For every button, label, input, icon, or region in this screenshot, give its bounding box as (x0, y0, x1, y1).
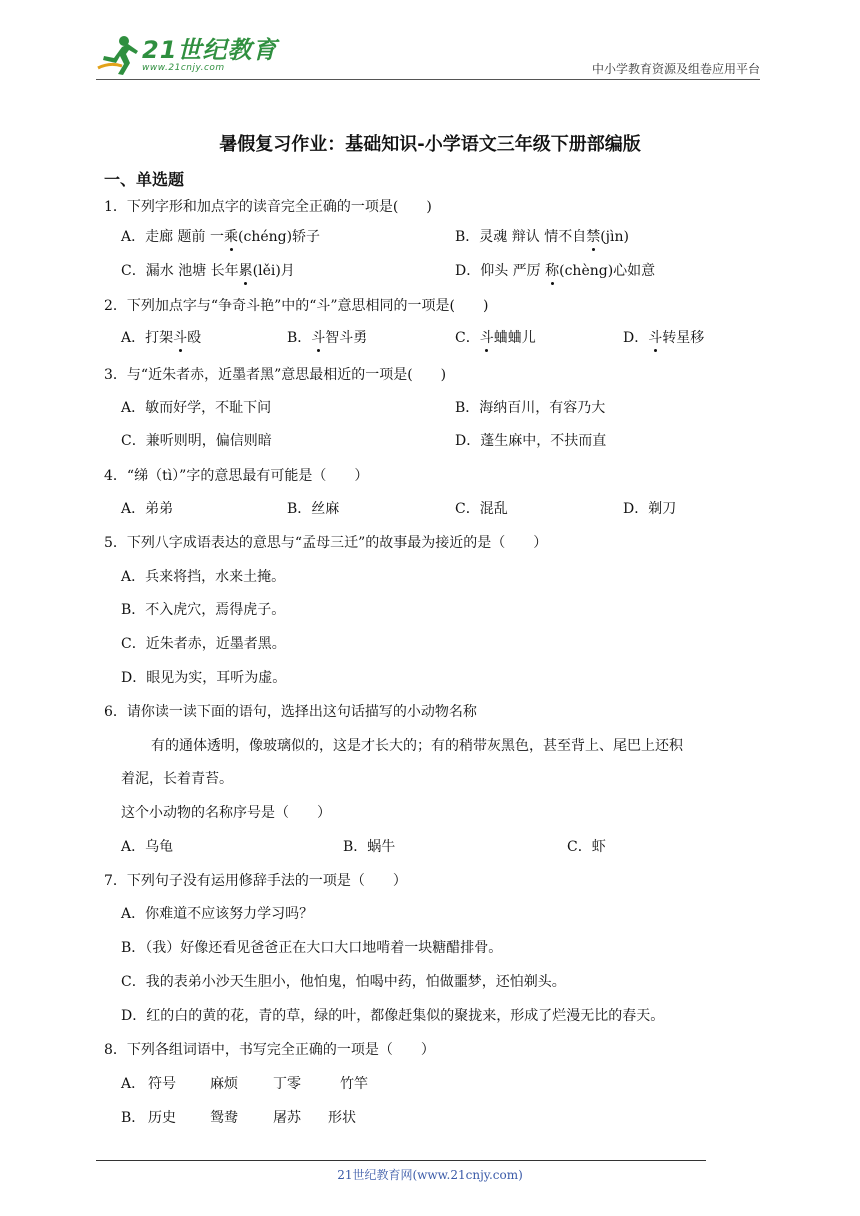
option-a[interactable]: A．你难道不应该努力学习吗？ (121, 906, 314, 922)
option-a[interactable] (121, 328, 201, 348)
option-b[interactable] (287, 328, 367, 348)
option-text: (jìn) (600, 229, 629, 245)
option-word: 形状 (328, 1110, 356, 1126)
option-c[interactable]: C．我的表弟小沙天生胆小，他怕鬼，怕喝中药，怕做噩梦，还怕剃头。 (121, 974, 566, 990)
question-stem: 1．下列字形和加点字的读音完全正确的一项是( ) (104, 199, 432, 215)
option-text: 蛐蛐儿 (493, 330, 536, 346)
logo-wordmark: 21世纪教育 (142, 36, 278, 64)
option-word: 竹竿 (340, 1076, 368, 1092)
option-c[interactable]: C．近朱者赤，近墨者黑。 (121, 636, 286, 652)
option-text: B．灵魂 辩认 情不自 (455, 229, 587, 245)
option-d[interactable]: D．剃刀 (623, 501, 677, 517)
option-label: B． (121, 1110, 146, 1126)
option-text: (chèng)心如意 (559, 263, 656, 279)
option-b[interactable]: B．不入虎穴，焉得虎子。 (121, 602, 286, 618)
question-stem: 3．与“近朱者赤，近墨者黑”意思最相近的一项是( ) (104, 367, 447, 383)
option-word: 鸳鸯 (210, 1110, 238, 1126)
option-text: (lěi)月 (252, 263, 295, 279)
option-d[interactable]: D．眼见为实，耳听为虚。 (121, 670, 287, 686)
option-word: 屠苏 (273, 1110, 301, 1126)
question-prompt: 这个小动物的名称序号是（ ） (121, 805, 331, 821)
option-text: 转星移 (662, 330, 705, 346)
option-d[interactable] (623, 328, 704, 348)
option-text: A．打架 (121, 330, 174, 346)
option-a[interactable]: A．兵来将挡，水来土掩。 (121, 569, 286, 585)
option-text: (chéng)轿子 (238, 229, 321, 245)
option-text: A．走廊 题前 一 (121, 229, 225, 245)
dotted-char: 乘 (224, 229, 239, 245)
option-text: 智斗勇 (325, 330, 368, 346)
question-stem: 4．“绨（tì）”字的意思最有可能是（ ） (104, 468, 369, 484)
dotted-char: 斗 (479, 330, 494, 346)
option-d[interactable]: D．蓬生麻中，不扶而直 (455, 433, 607, 449)
option-text: D． (623, 330, 649, 346)
option-a[interactable]: A．乌龟 (121, 839, 174, 855)
option-word: 麻烦 (210, 1076, 238, 1092)
footer-link[interactable]: 21世纪教育网(www.21cnjy.com) (337, 1168, 523, 1182)
logo-url: www.21cnjy.com (142, 63, 225, 73)
option-text: D．仰头 严厉 (455, 263, 546, 279)
option-c[interactable]: C．兼听则明，偏信则暗 (121, 433, 272, 449)
dotted-char: 称 (545, 263, 560, 279)
option-b[interactable]: B．海纳百川，有容乃大 (455, 400, 606, 416)
option-a[interactable]: A．敏而好学，不耻下问 (121, 400, 272, 416)
page-header (96, 30, 760, 82)
page-title: 暑假复习作业：基础知识-小学语文三年级下册部编版 (219, 134, 641, 155)
option-b[interactable]: B．丝麻 (287, 501, 340, 517)
option-word: 丁零 (273, 1076, 301, 1092)
option-text: C． (455, 330, 480, 346)
option-b[interactable] (455, 227, 629, 247)
option-text: B． (287, 330, 312, 346)
site-logo[interactable] (96, 34, 277, 76)
dotted-char: 累 (238, 263, 253, 279)
option-a[interactable]: A．弟弟 (121, 501, 174, 517)
platform-slogan: 中小学教育资源及组卷应用平台 (591, 62, 760, 76)
option-word: 历史 (148, 1110, 176, 1126)
question-stem: 6．请你读一读下面的语句，选择出这句话描写的小动物名称 (104, 704, 477, 720)
dotted-char: 斗 (311, 330, 326, 346)
option-b[interactable]: B．（我）好像还看见爸爸正在大口大口地啃着一块糖醋排骨。 (121, 940, 503, 956)
question-stem: 2．下列加点字与“争奇斗艳”中的“斗”意思相同的一项是( ) (104, 298, 489, 314)
option-c[interactable]: C．混乱 (455, 501, 508, 517)
option-d[interactable] (455, 261, 655, 281)
question-stem: 5．下列八字成语表达的意思与“孟母三迁”的故事最为接近的是（ ） (104, 535, 548, 551)
section-heading: 一、单选题 (104, 170, 185, 189)
question-stem: 7．下列句子没有运用修辞手法的一项是（ ） (104, 873, 407, 889)
dotted-char: 斗 (648, 330, 663, 346)
option-label: A． (121, 1076, 146, 1092)
dotted-char: 禁 (586, 229, 601, 245)
option-a[interactable] (121, 227, 320, 247)
option-c[interactable]: C．虾 (567, 839, 606, 855)
option-b[interactable] (121, 1108, 356, 1128)
option-a[interactable] (121, 1074, 368, 1094)
option-b[interactable]: B．蜗牛 (343, 839, 396, 855)
footer-divider (96, 1160, 706, 1161)
option-word: 符号 (148, 1076, 176, 1092)
dotted-char: 斗 (173, 330, 188, 346)
option-d[interactable]: D．红的白的黄的花，青的草，绿的叶，都像赶集似的聚拢来，形成了烂漫无比的春天。 (121, 1008, 665, 1024)
option-c[interactable] (455, 328, 536, 348)
option-c[interactable] (121, 261, 295, 281)
option-text: 殴 (187, 330, 202, 346)
passage-line: 有的通体透明，像玻璃似的，这是才长大的；有的稍带灰黑色，甚至背上、尾巴上还积 (151, 738, 683, 754)
option-text: C．漏水 池塘 长年 (121, 263, 239, 279)
question-stem: 8．下列各组词语中，书写完全正确的一项是（ ） (104, 1042, 435, 1058)
passage-line: 着泥，长着青苔。 (121, 771, 233, 787)
runner-logo-icon (96, 34, 140, 76)
header-divider (96, 79, 760, 80)
